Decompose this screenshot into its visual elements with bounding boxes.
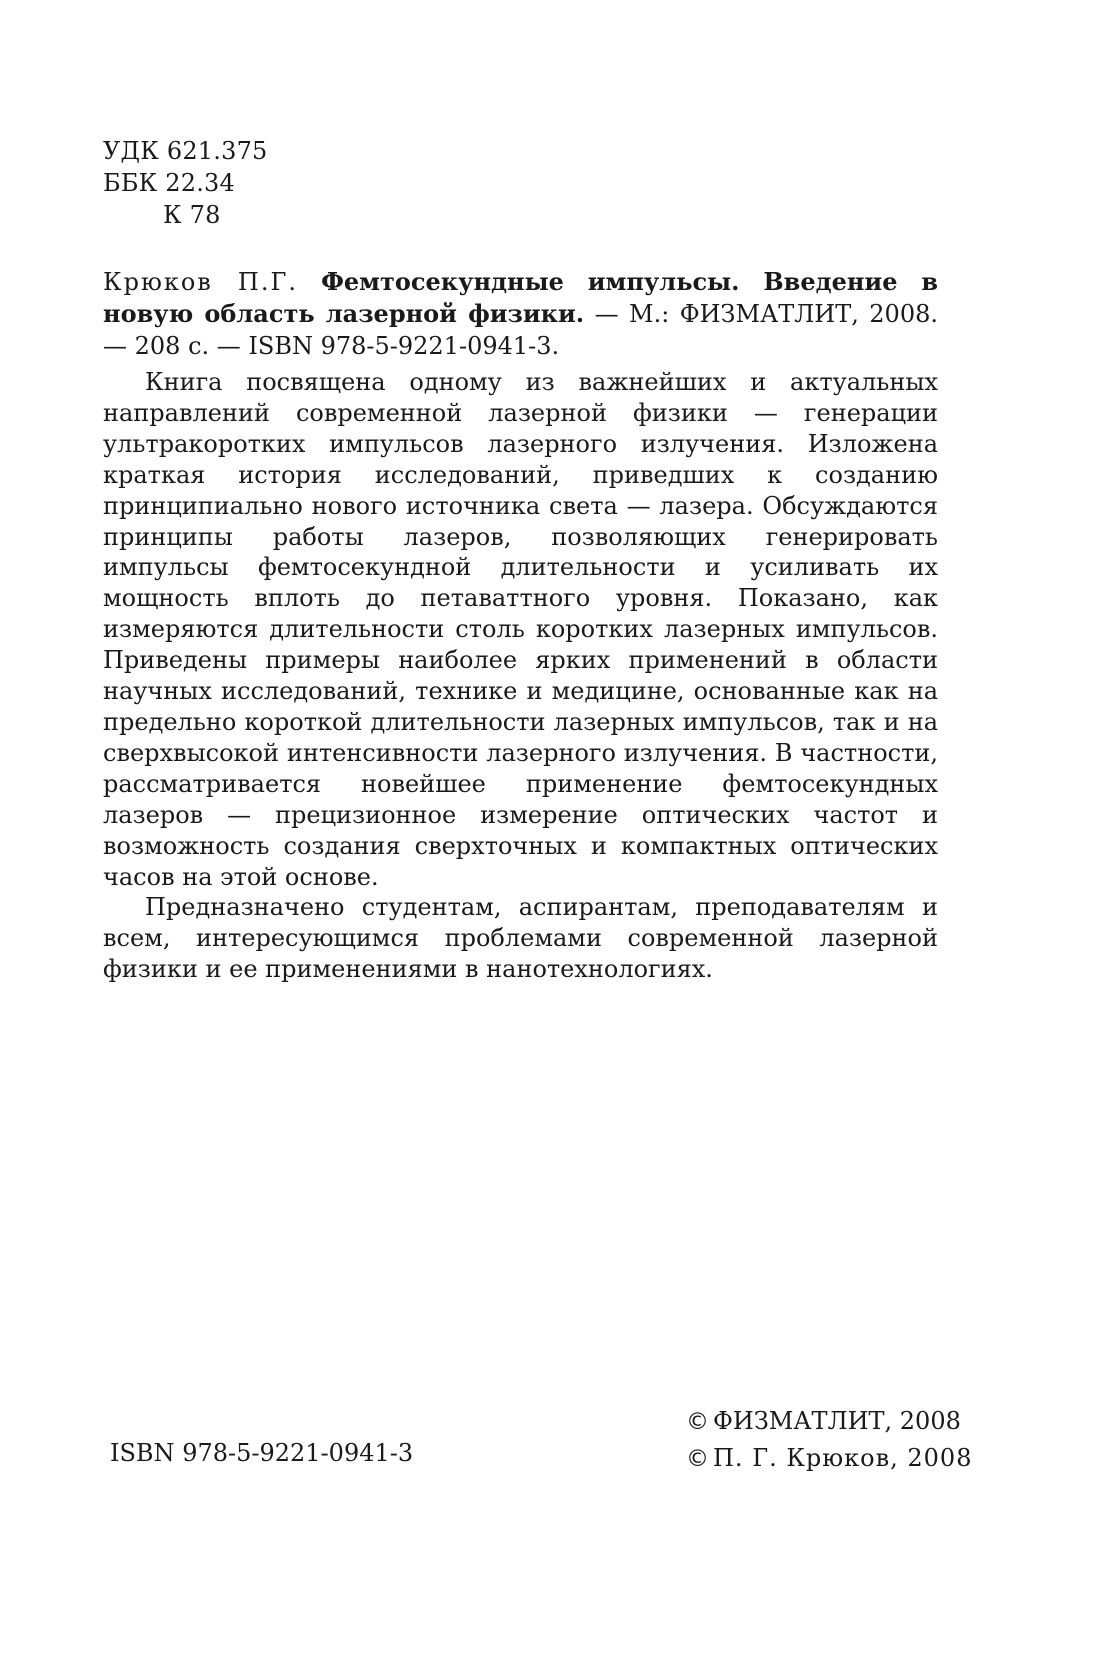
citation-isbn: ISBN 978-5-9221-0941-3. xyxy=(248,332,560,360)
copyright-publisher-line xyxy=(686,1403,972,1440)
annotation xyxy=(103,367,938,985)
copyright-author-line xyxy=(686,1440,972,1477)
copyright-icon: © xyxy=(686,1446,709,1472)
classification-block xyxy=(103,135,268,231)
copyright-author: П. Г. Крюков, 2008 xyxy=(713,1444,973,1472)
isbn-footer: ISBN 978-5-9221-0941-3 xyxy=(110,1439,414,1467)
copyright-block xyxy=(686,1403,972,1477)
copyright-icon: © xyxy=(686,1409,709,1435)
bbk-code: ББК 22.34 xyxy=(103,169,235,197)
udk-code: УДК 621.375 xyxy=(103,137,268,165)
author-mark: К 78 xyxy=(163,201,221,229)
annotation-paragraph: Книга посвящена одному из важнейших и актуальных направлений современной лазерной физики — генерации ультракоротких импульсов лазерного излучения. Изложена краткая история исследований, приведших к созданию принципиально нового источника света — лазера. Обсуждаются принципы работы лазеров, позволяющих генерировать импульсы фемтосекундной длительности и усиливать их мощность вплоть до петаваттного уровня. Показано, как измеряются длительности столь коротких лазерных импульсов. Приведены примеры наиболее ярких применений в области научных исследований, технике и медицине, основанные как на предельно короткой длительности лазерных импульсов, так и на сверхвысокой интенсивности лазерного излучения. В частности, рассматривается новейшее применение фемтосекундных лазеров — прецизионное измерение оптических частот и возможность создания сверхточных и компактных оптических часов на этой основе. xyxy=(103,368,938,891)
citation-imprint: — М.: ФИЗМАТЛИТ, 2008. — 208 с. — xyxy=(103,300,938,360)
citation-author: Крюков П.Г. xyxy=(103,268,298,296)
bibliographic-citation xyxy=(103,266,938,362)
annotation-paragraph: Предназначено студентам, аспирантам, преподавателям и всем, интересующимся проблемами современной лазерной физики и ее применениями в нанотехнологиях. xyxy=(103,893,938,984)
copyright-publisher: ФИЗМАТЛИТ, 2008 xyxy=(713,1407,961,1435)
citation-title: Фемтосекундные импульсы. Введение в новую область лазерной физики. xyxy=(103,267,939,328)
